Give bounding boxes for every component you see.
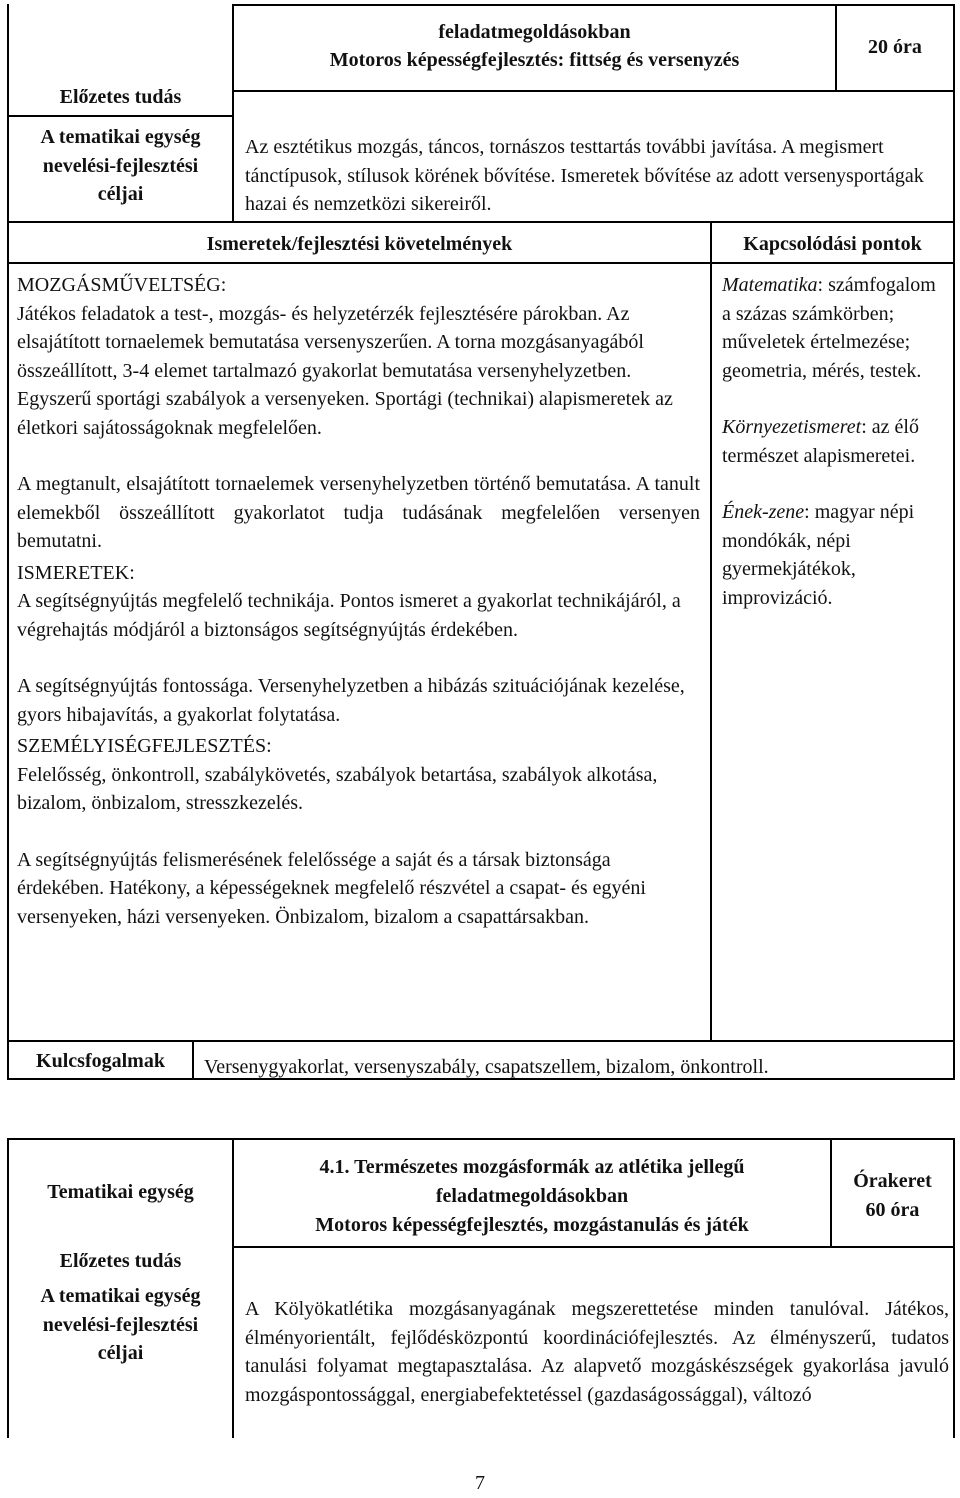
t1-keywords: Versenygyakorlat, versenyszabály, csapatszellem, bizalom, önkontroll.	[204, 1056, 769, 1078]
t2-title-line2: feladatmegoldásokban	[435, 1185, 629, 1207]
page-number: 7	[475, 1472, 485, 1494]
t1-colhead-bottom	[7, 262, 955, 264]
t2-hours	[832, 1167, 953, 1224]
req-paragraph-6: A segítségnyújtás felismerésének felelőssége a saját és a társak biztonsága érdekében. Hatékony, a képességeknek megfelelő részvétel a csapat- és egyéni versenyeken, házi versenyeken. Önbizalom, bizalom a csapattársakban.	[17, 848, 646, 928]
t1-col-divider	[710, 221, 712, 1042]
t1-aims-label-l3: céljai	[97, 183, 144, 205]
req-paragraph-1: Játékos feladatok a test-, mozgás- és helyzetérzék fejlesztésére párokban. Az elsajátított tornaelemek bemutatása versenyszerűen. A torna mozgásanyagából összeállított, 3-4 elemet tartalmazó gyakorlat bemutatása versenyhelyzetben. Egyszerű sportági szabályok a versenyeken. Sportági (technikai) alapismeretek az életkori sajátosságoknak megfelelően.	[17, 302, 673, 439]
t2-title	[234, 1153, 830, 1240]
t1-keywords-label: Kulcsfogalmak	[36, 1050, 165, 1072]
t2-aims-label-l3: céljai	[97, 1342, 144, 1364]
connection-kornyezetismeret-text: az élő természet alapismeretei.	[722, 416, 919, 467]
req-heading-ismeretek: ISMERETEK:	[17, 561, 135, 584]
t1-prior-bottom	[7, 115, 234, 117]
req-heading-szemelyisegfejlesztes: SZEMÉLYISÉGFEJLESZTÉS:	[17, 735, 272, 757]
t1-hours: 20 óra	[868, 36, 922, 58]
t1-aims-label	[9, 123, 232, 209]
t2-hours-value: 60 óra	[865, 1198, 920, 1221]
t1-aims-text: Az esztétikus mozgás, táncos, tornászos testtartás további javítása. A megismert tánctípusok, stílusok körének bővítése. Ismeretek bővítése az adott versenysportágak hazai és nemzetközi sikereiről.	[245, 136, 924, 215]
t1-header-title	[234, 18, 835, 74]
connection-matematika-text: számfogalom a százas számkörben; műveletek értelmezése; geometria, mérés, testek.	[722, 274, 936, 382]
t2-header-bottom	[232, 1246, 955, 1248]
t1-requirements	[17, 271, 700, 931]
connection-matematika-subject: Matematika	[722, 274, 818, 296]
req-paragraph-3: A segítségnyújtás megfelelő technikája. Pontos ismeret a gyakorlat technikájáról, a végrehajtás módjáról a biztonságos segítségnyújtás érdekében.	[17, 590, 681, 641]
t1-connections	[722, 271, 948, 612]
connection-colon-2: :	[861, 416, 872, 438]
req-paragraph-4: A segítségnyújtás fontossága. Versenyhelyzetben a hibázás szituációjának kezelése, gyors hibajavítás, a gyakorlat folytatása.	[17, 675, 685, 726]
t1-aims-label-l2: nevelési-fejlesztési	[42, 154, 199, 177]
t2-border-right	[953, 1138, 955, 1438]
connection-kornyezetismeret-subject: Környezetismeret	[722, 416, 862, 438]
connection-enek-zene	[722, 498, 948, 612]
t1-keywords-top	[7, 1040, 955, 1042]
connection-colon-1: :	[817, 274, 829, 296]
t2-aims-label-l2: nevelési-fejlesztési	[42, 1313, 199, 1336]
t1-header-bottom	[232, 90, 955, 92]
t1-requirements-header: Ismeretek/fejlesztési követelmények	[206, 233, 513, 255]
connection-colon-3: :	[804, 501, 815, 523]
t1-aims-bottom	[7, 221, 955, 223]
t2-aims-text: A Kölyökatlétika mozgásanyagának megszerettetése minden tanulóval. Játékos, élményorientált, fejlődésközpontú koordinációfejlesztés. Az élményszerű, tudatos tanulási folyamat megtapasztalása. Az alapvető mozgáskészségek gyakorlása javuló mozgáspontossággal, energiabefektetéssel (gazdaságossággal), változó	[245, 1298, 949, 1406]
t1-border-right	[953, 4, 955, 1080]
t1-title-line2: Motoros képességfejlesztés: fittség és versenyzés	[329, 49, 740, 71]
t2-prior-label: Előzetes tudás	[59, 1250, 182, 1272]
t2-title-line3: Motoros képességfejlesztés, mozgástanulás és játék	[315, 1214, 749, 1236]
connection-kornyezetismeret	[722, 413, 948, 470]
req-paragraph-5: Felelősség, önkontroll, szabálykövetés, szabályok betartása, szabályok alkotása, bizalom, önbizalom, stresszkezelés.	[17, 763, 658, 814]
t2-aims-label	[9, 1282, 232, 1368]
t1-prior-label: Előzetes tudás	[59, 86, 182, 108]
t2-hours-label: Órakeret	[853, 1170, 932, 1192]
t1-keywords-divider	[192, 1040, 194, 1080]
t2-aims-label-l1: A tematikai egység	[40, 1285, 201, 1307]
t2-unit-label: Tematikai egység	[47, 1181, 194, 1203]
t1-aims-label-l1: A tematikai egység	[40, 126, 201, 148]
req-paragraph-2: A megtanult, elsajátított tornaelemek versenyhelyzetben történő bemutatása. A tanult elemekből összeállított gyakorlatot tudja tudásának megfelelően versenyen bemutatni.	[17, 473, 700, 552]
connection-matematika	[722, 271, 948, 385]
t2-title-line1: 4.1. Természetes mozgásformák az atlétika jellegű	[319, 1156, 745, 1178]
t2-border-top	[7, 1138, 955, 1140]
connection-enek-zene-text: magyar népi mondókák, népi gyermekjátékok, improvizáció.	[722, 501, 915, 609]
t1-title-line1: feladatmegoldásokban	[438, 21, 631, 43]
req-heading-mozgasmuveltseg: MOZGÁSMŰVELTSÉG:	[17, 274, 227, 296]
t1-border-top	[232, 4, 955, 6]
t1-connections-header: Kapcsolódási pontok	[743, 233, 922, 255]
connection-enek-zene-subject: Ének-zene	[722, 501, 805, 523]
